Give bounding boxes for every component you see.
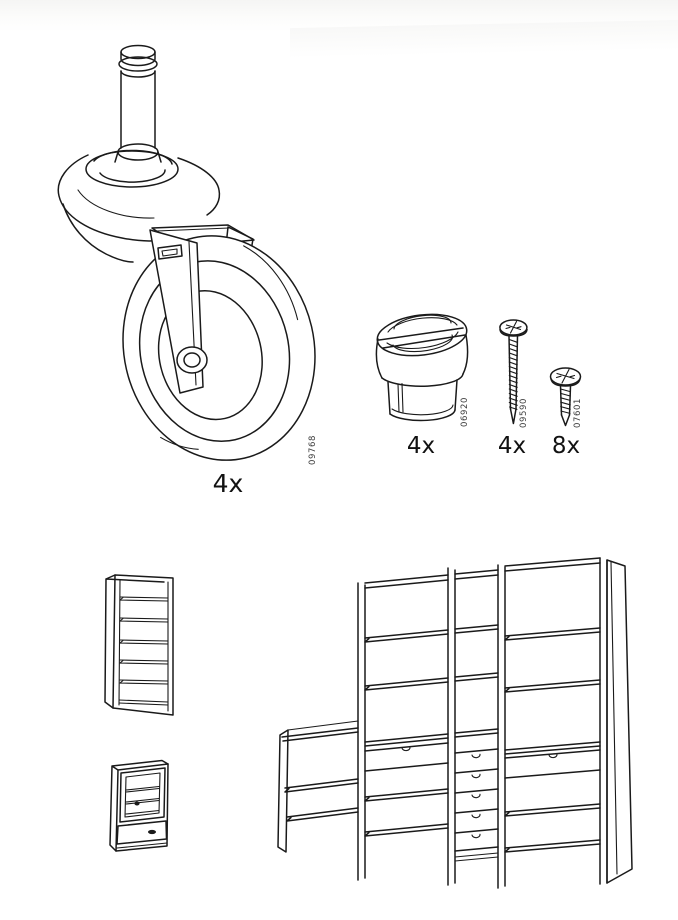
quantity-screw-long: 4x — [497, 433, 527, 459]
tall-bookcase-drawing — [100, 566, 185, 721]
part-number-caster-wheel: 09768 — [308, 434, 318, 466]
shelving-combination-drawing — [270, 552, 640, 894]
glass-door-cabinet-drawing — [105, 757, 187, 865]
caster-wheel-drawing — [42, 38, 332, 483]
quantity-screw-short: 8x — [551, 433, 581, 459]
quantity-caster-wheel: 4x — [212, 469, 244, 498]
part-number-screw-short: 07601 — [573, 397, 583, 429]
quantity-caster-socket: 4x — [406, 433, 436, 459]
part-number-screw-long: 09590 — [519, 397, 529, 429]
part-number-caster-socket: 06920 — [460, 396, 470, 428]
caster-socket-drawing — [372, 302, 472, 438]
